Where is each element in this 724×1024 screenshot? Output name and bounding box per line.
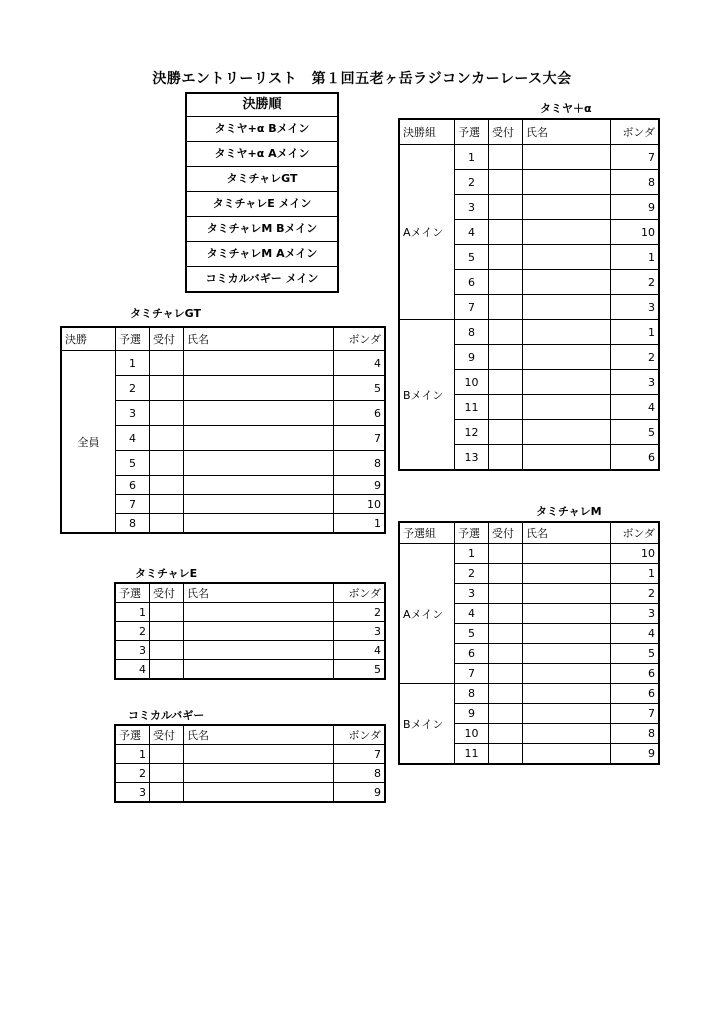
reception-cell xyxy=(489,664,523,684)
table-row xyxy=(400,320,659,345)
qualifying-number: 6 xyxy=(116,476,150,495)
name-cell xyxy=(184,745,334,764)
column-header: ボンダ xyxy=(611,120,659,145)
bonda-number: 3 xyxy=(611,370,659,395)
qualifying-number: 1 xyxy=(116,745,150,764)
comical-buggy-caption: コミカルバギー xyxy=(128,709,205,722)
bonda-number: 1 xyxy=(611,564,659,584)
name-cell xyxy=(523,170,611,195)
bonda-number: 2 xyxy=(611,270,659,295)
comical-buggy-table xyxy=(115,725,385,802)
table-row xyxy=(116,641,385,660)
bonda-number: 10 xyxy=(611,544,659,564)
tamiya-alpha-caption: タミヤ＋α xyxy=(540,102,592,115)
bonda-number: 10 xyxy=(611,220,659,245)
bonda-number: 3 xyxy=(334,622,385,641)
reception-cell xyxy=(489,145,523,170)
bonda-number: 7 xyxy=(334,426,385,451)
reception-cell xyxy=(489,420,523,445)
table-row xyxy=(400,684,659,704)
page-title: 決勝エントリーリスト 第１回五老ヶ岳ラジコンカーレース大会 xyxy=(152,71,572,87)
qualifying-number: 7 xyxy=(455,664,489,684)
name-cell xyxy=(184,764,334,783)
column-header: 予選 xyxy=(116,584,150,603)
name-cell xyxy=(184,514,334,533)
bonda-number: 9 xyxy=(611,744,659,764)
bonda-number: 7 xyxy=(611,145,659,170)
bonda-number: 8 xyxy=(611,724,659,744)
tamiya-alpha-table xyxy=(399,119,659,470)
final-order-heading: 決勝順 xyxy=(187,94,337,117)
column-header: ボンダ xyxy=(334,584,385,603)
reception-cell xyxy=(489,704,523,724)
tamichare-e-table xyxy=(115,583,385,679)
name-cell xyxy=(184,376,334,401)
name-cell xyxy=(523,245,611,270)
reception-cell xyxy=(150,401,184,426)
qualifying-number: 4 xyxy=(116,660,150,679)
table-row xyxy=(400,544,659,564)
name-cell xyxy=(523,320,611,345)
qualifying-number: 3 xyxy=(116,641,150,660)
reception-cell xyxy=(489,684,523,704)
bonda-number: 1 xyxy=(611,245,659,270)
reception-cell xyxy=(489,320,523,345)
header-row xyxy=(400,120,659,145)
name-cell xyxy=(523,295,611,320)
column-header: 受付 xyxy=(150,328,184,351)
qualifying-number: 2 xyxy=(116,622,150,641)
reception-cell xyxy=(489,295,523,320)
column-header: 氏名 xyxy=(184,328,334,351)
name-cell xyxy=(523,345,611,370)
table-row xyxy=(116,660,385,679)
qualifying-number: 1 xyxy=(455,145,489,170)
reception-cell xyxy=(489,170,523,195)
group-label: 全員 xyxy=(62,351,116,533)
qualifying-number: 3 xyxy=(116,401,150,426)
final-order-item: タミチャレGT xyxy=(187,166,337,191)
reception-cell xyxy=(150,514,184,533)
column-header: 氏名 xyxy=(523,523,611,544)
bonda-number: 9 xyxy=(334,783,385,802)
bonda-number: 4 xyxy=(611,395,659,420)
tamichare-gt-body xyxy=(62,328,385,533)
qualifying-number: 3 xyxy=(455,195,489,220)
final-order-item: タミヤ+α Aメイン xyxy=(187,141,337,166)
final-order-box xyxy=(185,92,339,293)
bonda-number: 9 xyxy=(611,195,659,220)
name-cell xyxy=(184,660,334,679)
column-header: 予選組 xyxy=(400,523,455,544)
header-row xyxy=(116,584,385,603)
reception-cell xyxy=(489,245,523,270)
table-row xyxy=(116,764,385,783)
bonda-number: 2 xyxy=(611,345,659,370)
name-cell xyxy=(184,622,334,641)
name-cell xyxy=(523,604,611,624)
name-cell xyxy=(523,724,611,744)
bonda-number: 7 xyxy=(334,745,385,764)
name-cell xyxy=(523,395,611,420)
final-order-item: コミカルバギー メイン xyxy=(187,266,337,291)
qualifying-number: 7 xyxy=(116,495,150,514)
bonda-number: 2 xyxy=(611,584,659,604)
bonda-number: 9 xyxy=(334,476,385,495)
reception-cell xyxy=(489,644,523,664)
bonda-number: 6 xyxy=(611,664,659,684)
bonda-number: 8 xyxy=(611,170,659,195)
reception-cell xyxy=(489,624,523,644)
qualifying-number: 5 xyxy=(116,451,150,476)
bonda-number: 6 xyxy=(611,684,659,704)
bonda-number: 8 xyxy=(334,451,385,476)
reception-cell xyxy=(150,495,184,514)
name-cell xyxy=(184,783,334,802)
bonda-number: 6 xyxy=(334,401,385,426)
table-row xyxy=(116,603,385,622)
name-cell xyxy=(523,270,611,295)
bonda-number: 3 xyxy=(611,604,659,624)
qualifying-number: 4 xyxy=(455,604,489,624)
header-row xyxy=(62,328,385,351)
reception-cell xyxy=(489,270,523,295)
qualifying-number: 10 xyxy=(455,370,489,395)
column-header: 予選 xyxy=(116,328,150,351)
group-label: Aメイン xyxy=(400,145,455,320)
name-cell xyxy=(523,644,611,664)
qualifying-number: 3 xyxy=(455,584,489,604)
table-row xyxy=(116,783,385,802)
comical-buggy-body xyxy=(116,726,385,802)
qualifying-number: 10 xyxy=(455,724,489,744)
bonda-number: 10 xyxy=(334,495,385,514)
qualifying-number: 8 xyxy=(116,514,150,533)
qualifying-number: 5 xyxy=(455,624,489,644)
name-cell xyxy=(523,195,611,220)
reception-cell xyxy=(150,476,184,495)
reception-cell xyxy=(489,370,523,395)
qualifying-number: 7 xyxy=(455,295,489,320)
qualifying-number: 11 xyxy=(455,744,489,764)
qualifying-number: 6 xyxy=(455,644,489,664)
qualifying-number: 2 xyxy=(455,170,489,195)
bonda-number: 2 xyxy=(334,603,385,622)
table-row xyxy=(400,145,659,170)
reception-cell xyxy=(489,724,523,744)
reception-cell xyxy=(150,660,184,679)
column-header: ボンダ xyxy=(334,328,385,351)
column-header: 決勝 xyxy=(62,328,116,351)
bonda-number: 5 xyxy=(334,660,385,679)
qualifying-number: 6 xyxy=(455,270,489,295)
column-header: 予選 xyxy=(455,523,489,544)
reception-cell xyxy=(150,603,184,622)
reception-cell xyxy=(489,195,523,220)
column-header: 氏名 xyxy=(184,584,334,603)
final-order-item: タミチャレM Bメイン xyxy=(187,216,337,241)
qualifying-number: 11 xyxy=(455,395,489,420)
name-cell xyxy=(184,401,334,426)
reception-cell xyxy=(489,345,523,370)
reception-cell xyxy=(489,395,523,420)
reception-cell xyxy=(150,426,184,451)
qualifying-number: 12 xyxy=(455,420,489,445)
bonda-number: 6 xyxy=(611,445,659,470)
tamichare-gt-table xyxy=(61,327,385,533)
name-cell xyxy=(523,704,611,724)
column-header: 受付 xyxy=(150,584,184,603)
name-cell xyxy=(523,370,611,395)
qualifying-number: 1 xyxy=(455,544,489,564)
qualifying-number: 9 xyxy=(455,704,489,724)
final-order-item: タミチャレM Aメイン xyxy=(187,241,337,266)
column-header: 受付 xyxy=(150,726,184,745)
tamichare-m-body xyxy=(400,523,659,764)
header-row xyxy=(400,523,659,544)
column-header: 受付 xyxy=(489,120,523,145)
group-label: Aメイン xyxy=(400,544,455,684)
name-cell xyxy=(184,641,334,660)
bonda-number: 4 xyxy=(611,624,659,644)
name-cell xyxy=(523,420,611,445)
qualifying-number: 5 xyxy=(455,245,489,270)
tamiya-alpha-body xyxy=(400,120,659,470)
bonda-number: 5 xyxy=(334,376,385,401)
reception-cell xyxy=(489,220,523,245)
name-cell xyxy=(523,445,611,470)
final-order-item: タミヤ+α Bメイン xyxy=(214,122,310,135)
bonda-number: 1 xyxy=(611,320,659,345)
qualifying-number: 3 xyxy=(116,783,150,802)
reception-cell xyxy=(489,445,523,470)
qualifying-number: 4 xyxy=(116,426,150,451)
name-cell xyxy=(184,495,334,514)
header-row xyxy=(116,726,385,745)
tamichare-m-caption: タミチャレM xyxy=(536,505,602,518)
qualifying-number: 2 xyxy=(116,376,150,401)
name-cell xyxy=(184,451,334,476)
bonda-number: 3 xyxy=(611,295,659,320)
name-cell xyxy=(523,544,611,564)
qualifying-number: 2 xyxy=(116,764,150,783)
bonda-number: 7 xyxy=(611,704,659,724)
reception-cell xyxy=(150,376,184,401)
reception-cell xyxy=(489,544,523,564)
reception-cell xyxy=(150,641,184,660)
qualifying-number: 1 xyxy=(116,351,150,376)
bonda-number: 4 xyxy=(334,351,385,376)
bonda-number: 5 xyxy=(611,644,659,664)
qualifying-number: 1 xyxy=(116,603,150,622)
name-cell xyxy=(523,664,611,684)
qualifying-number: 2 xyxy=(455,564,489,584)
qualifying-number: 8 xyxy=(455,684,489,704)
reception-cell xyxy=(489,744,523,764)
tamichare-m-table xyxy=(399,522,659,764)
reception-cell xyxy=(150,622,184,641)
column-header: 予選 xyxy=(455,120,489,145)
bonda-number: 1 xyxy=(334,514,385,533)
bonda-number: 4 xyxy=(334,641,385,660)
name-cell xyxy=(523,684,611,704)
reception-cell xyxy=(150,351,184,376)
name-cell xyxy=(523,564,611,584)
qualifying-number: 13 xyxy=(455,445,489,470)
qualifying-number: 9 xyxy=(455,345,489,370)
column-header: 予選 xyxy=(116,726,150,745)
reception-cell xyxy=(489,564,523,584)
table-row xyxy=(116,622,385,641)
column-header: 氏名 xyxy=(523,120,611,145)
reception-cell xyxy=(150,764,184,783)
name-cell xyxy=(184,426,334,451)
column-header: ボンダ xyxy=(611,523,659,544)
name-cell xyxy=(184,351,334,376)
table-row xyxy=(62,351,385,376)
name-cell xyxy=(523,145,611,170)
qualifying-number: 4 xyxy=(455,220,489,245)
group-label: Bメイン xyxy=(400,320,455,470)
name-cell xyxy=(184,476,334,495)
name-cell xyxy=(523,624,611,644)
reception-cell xyxy=(489,604,523,624)
reception-cell xyxy=(150,745,184,764)
name-cell xyxy=(184,603,334,622)
column-header: ボンダ xyxy=(334,726,385,745)
name-cell xyxy=(523,584,611,604)
column-header: 決勝組 xyxy=(400,120,455,145)
qualifying-number: 8 xyxy=(455,320,489,345)
bonda-number: 8 xyxy=(334,764,385,783)
reception-cell xyxy=(489,584,523,604)
tamichare-gt-caption: タミチャレGT xyxy=(130,307,202,320)
reception-cell xyxy=(150,783,184,802)
bonda-number: 5 xyxy=(611,420,659,445)
reception-cell xyxy=(150,451,184,476)
name-cell xyxy=(523,220,611,245)
column-header: 受付 xyxy=(489,523,523,544)
final-order-item: タミチャレE メイン xyxy=(187,191,337,216)
tamichare-e-caption: タミチャレE xyxy=(135,567,198,580)
tamichare-e-body xyxy=(116,584,385,679)
table-row xyxy=(116,745,385,764)
group-label: Bメイン xyxy=(400,684,455,764)
name-cell xyxy=(523,744,611,764)
column-header: 氏名 xyxy=(184,726,334,745)
